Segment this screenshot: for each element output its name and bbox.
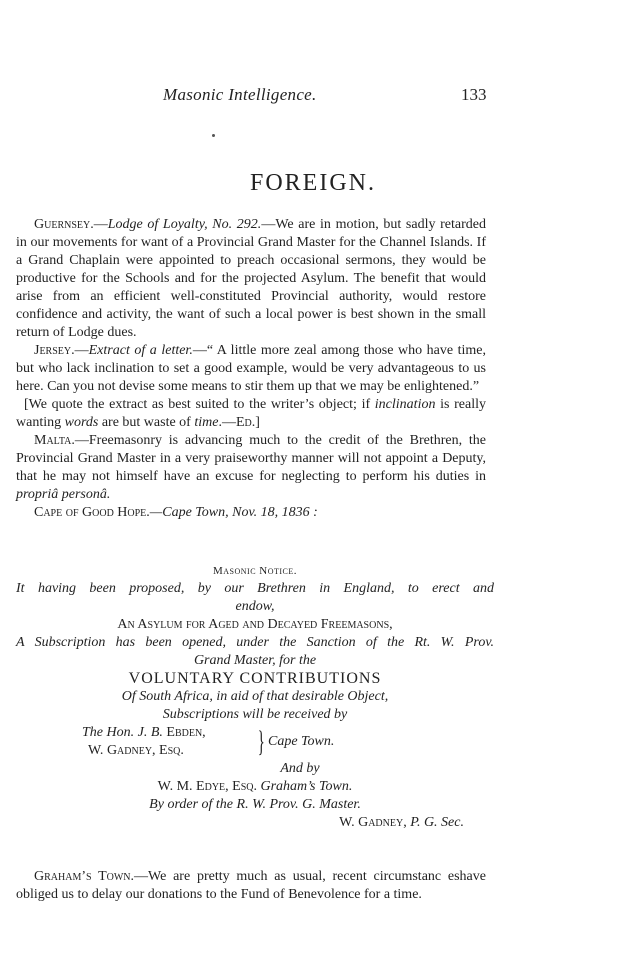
notice-order: By order of the R. W. Prov. G. Master.: [149, 797, 361, 812]
notice-signature: [16, 814, 494, 832]
note-part1: [We quote the extract as best suited to the writer’s object; if: [24, 397, 375, 412]
receiver-gadney-name: Gadney, Esq.: [106, 743, 184, 758]
notice-line3b: Asylum for Aged and Decayed Freemasons,: [137, 617, 393, 632]
editor-note: [16, 396, 486, 432]
note-it1: inclination: [374, 397, 436, 412]
article-body: [16, 216, 486, 522]
cape-dateline: —Cape Town, Nov. 18, 1836 :: [149, 505, 318, 520]
notice-line2: endow,: [235, 599, 275, 614]
notice-line7: Of South Africa, in aid of that desirable Object,: [121, 689, 389, 704]
note-close: ]: [255, 415, 260, 430]
grahams-town-section: [16, 868, 486, 904]
place-jersey: Jersey.: [34, 343, 75, 358]
brace: }: [257, 725, 265, 758]
note-ed: Ed.: [235, 415, 256, 430]
notice-line5: Grand Master, for the: [193, 653, 317, 668]
grahams-paragraph: [16, 868, 486, 904]
note-part4: .—: [218, 415, 236, 430]
running-head: Masonic Intelligence.: [163, 85, 317, 104]
section-title: FOREIGN.: [249, 170, 376, 196]
jersey-extract: Extract of a letter.: [88, 343, 193, 358]
notice-heading: Masonic Notice.: [212, 565, 298, 577]
note-part2: is really wanting: [16, 397, 486, 430]
notice-line8: Subscriptions will be received by: [162, 707, 348, 722]
malta-text: —Freemasonry is advancing much to the credit of the Brethren, the Provincial Grand Master in a very praiseworthy manner will not appoint a Deputy, that he may not himself have an excuse for neglecting to perform his duties in: [16, 433, 486, 484]
receiver-gadney-prefix: W.: [88, 743, 107, 758]
notice-line1: It having been proposed, by our Brethren in England, to erect and: [16, 581, 494, 596]
note-part3: are but waste of: [98, 415, 195, 430]
signature-prefix: W.: [339, 815, 359, 830]
place-grahams: Graham’s Town.: [34, 869, 135, 884]
guernsey-lodge: Lodge of Loyalty, No. 292.: [107, 217, 262, 232]
guernsey-paragraph: [16, 216, 486, 342]
receiver-place: Cape Town.: [268, 734, 335, 749]
masonic-notice: [16, 562, 494, 832]
note-it3: time: [194, 415, 219, 430]
cape-town-receivers: [16, 724, 494, 760]
malta-latin: propriâ personâ.: [16, 487, 111, 502]
receiver-edye: [16, 778, 494, 796]
jersey-sep: —: [74, 343, 89, 358]
notice-line3a: An: [117, 617, 138, 632]
grahams-text: —We are pretty much as usual, recent circumstanc eshave obliged us to delay our donations to the Fund of Benevolence for a time.: [16, 869, 486, 902]
guernsey-sep: —: [93, 217, 108, 232]
jersey-paragraph: [16, 342, 486, 396]
receiver-ebden-prefix: The Hon. J. B.: [82, 725, 167, 740]
place-malta: Malta.: [34, 433, 75, 448]
receiver-gadney: [88, 742, 184, 760]
receiver-ebden-name: Ebden,: [166, 725, 206, 740]
receiver-edye-place: Graham’s Town.: [257, 779, 353, 794]
printer-dot: [212, 134, 215, 137]
guernsey-text: —We are in motion, but sadly retarded in our movements for want of a Provincial Grand Master for the Channel Islands. If a Grand Chaplain were appointed to preach occasional sermons, they would be productive for the Schools and for the projected Asylum. The benefit that would arise from an efficient well-constituted Provincial authority, would restore confidence and activity, the want of such a local power is best shown in the small return of Lodge dues.: [16, 217, 486, 340]
notice-and-by: And by: [280, 761, 320, 776]
notice-line4: A Subscription has been opened, under the Sanction of the Rt. W. Prov.: [16, 635, 494, 650]
receiver-edye-prefix: W. M.: [157, 779, 197, 794]
receiver-edye-name: Edye, Esq.: [196, 779, 257, 794]
notice-line3: [16, 616, 494, 634]
notice-line6: VOLUNTARY CONTRIBUTIONS: [128, 670, 382, 687]
signature-name: Gadney,: [358, 815, 407, 830]
malta-paragraph: [16, 432, 486, 504]
signature-suffix: P. G. Sec.: [406, 815, 464, 830]
note-it2: words: [64, 415, 99, 430]
page-number: 133: [461, 85, 487, 104]
jersey-text: —“ A little more zeal among those who have time, but who lack inclination to set a good example, would be very advantageous to us here. Can you not devise some means to stir them up that we may be enlightened.”: [16, 343, 486, 394]
place-guernsey: Guernsey.: [34, 217, 94, 232]
cape-paragraph: [16, 504, 486, 522]
place-cape: Cape of Good Hope.: [34, 505, 150, 520]
receiver-ebden: [82, 724, 206, 742]
